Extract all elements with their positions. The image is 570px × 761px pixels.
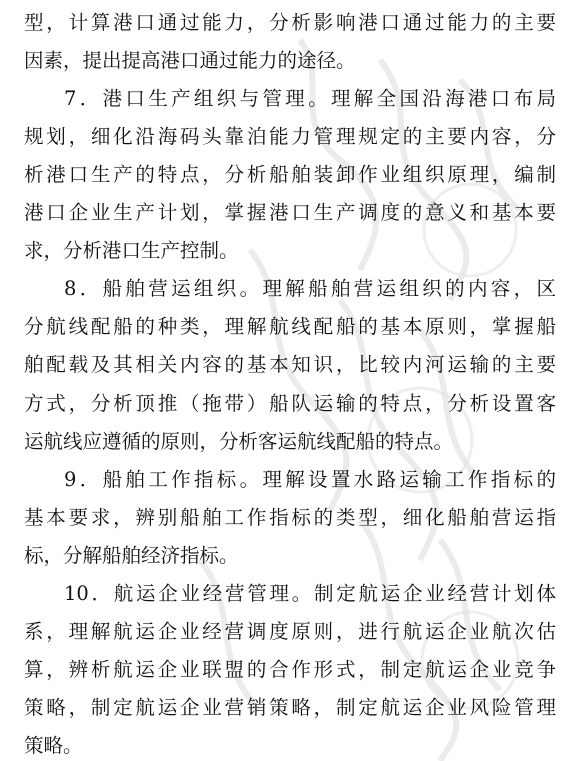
text-line: 析港口生产的特点，分析船舶装卸作业组织原理，编制 <box>24 163 556 186</box>
text-line: 舶配载及其相关内容的基本知识，比较内河运输的主要 <box>24 353 556 376</box>
text-line: 7．港口生产组织与管理。理解全国沿海港口布局 <box>64 87 556 110</box>
text-line: 9．船舶工作指标。理解设置水路运输工作指标的 <box>64 468 556 491</box>
text-line: 算，辨析航运企业联盟的合作形式，制定航运企业竞争 <box>24 658 556 681</box>
text-line: 运航线应遵循的原则，分析客运航线配船的特点。 <box>24 430 454 453</box>
text-line: 型，计算港口通过能力，分析影响港口通过能力的主要 <box>24 11 556 34</box>
text-line: 8．船舶营运组织。理解船舶营运组织的内容，区 <box>64 277 556 300</box>
text-line: 求，分析港口生产控制。 <box>24 239 239 262</box>
text-line: 分航线配船的种类，理解航线配船的基本原则，掌握船 <box>24 315 556 338</box>
text-line: 港口企业生产计划，掌握港口生产调度的意义和基本要 <box>24 201 556 224</box>
text-line: 10．航运企业经营管理。制定航运企业经营计划体 <box>64 582 556 605</box>
text-line: 标，分解船舶经济指标。 <box>24 544 239 567</box>
text-line: 因素，提出提高港口通过能力的途径。 <box>24 49 356 72</box>
text-line: 规划，细化沿海码头靠泊能力管理规定的主要内容，分 <box>24 125 556 148</box>
text-line: 策略。 <box>24 734 83 757</box>
text-line: 基本要求，辨别船舶工作指标的类型，细化船舶营运指 <box>24 506 556 529</box>
text-line: 系，理解航运企业经营调度原则，进行航运企业航次估 <box>24 620 556 643</box>
text-line: 策略，制定航运企业营销策略，制定航运企业风险管理 <box>24 696 556 719</box>
text-line: 方式，分析顶推（拖带）船队运输的特点，分析设置客 <box>24 392 556 415</box>
